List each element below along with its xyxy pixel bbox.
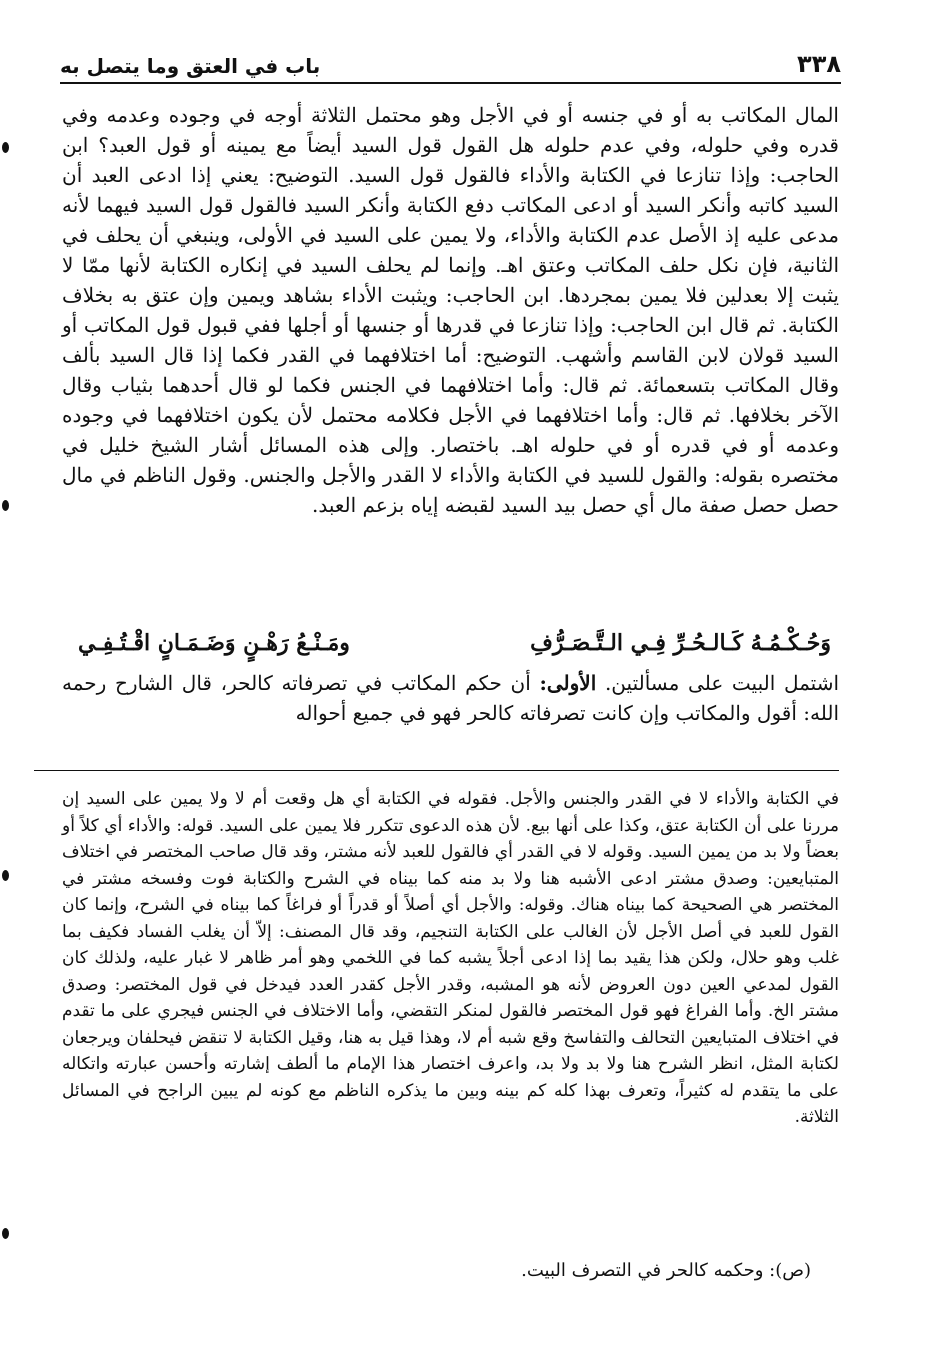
main-text (62, 100, 839, 520)
running-title: باب في العتق وما يتصل به (60, 54, 321, 78)
commentary-text (62, 668, 839, 728)
verse (78, 630, 831, 656)
footer-quote: (ص): وحكمه كالحر في التصرف البيت. (521, 1260, 811, 1281)
footnote-separator (34, 770, 839, 771)
commentary-rest: أن حكم المكاتب في تصرفاته كالحر، قال الشارح رحمه الله: أقول والمكاتب وإن كانت تصرفاته كالحر فهو في جميع أحواله (62, 671, 839, 725)
footnote-paragraph: في الكتابة والأداء لا في القدر والجنس والأجل. فقوله في الكتابة أي هل وقعت أم لا ولا يمين على السيد إن مررنا على أن الكتابة عتق، وكذا على أنها بيع. لأن هذه الدعوى تتكرر فلا يمين على السيد. قوله: والأداء أي كلاً أو بعضاً ولا بد من يمين السيد. وقوله لا في القدر أي فالقول للعبد لأنه مشتر، وقد قال صاحب المختصر في اختلاف المتبايعين: وصدق مشتر ادعى الأشبه هنا ولا بد منه كما بيناه في الشرح والكتابة فوت وفسخه مشتر في المختصر هي الصحيحة كما بيناه هناك. وقوله: والأجل أي أصلاً أو قدراً أو فراغاً كما بيناه في الشرح، وإنما كان القول للعبد في أصل الأجل لأن الغالب على الكتابة التنجيم، وقد قال المصنف: إلاّ أن يغلب الفساد فكيف بما غلب وهو حلال، ولكن هذا يقيد بما إذا ادعى أجلاً يشبه كما في اللخمي وهو أمر ظاهر لا غبار عليه، ولذلك كان القول لمدعي العين دون العروض لأنه هو المشبه، وقدر الأجل كقدر العدد فيدخل في قول المختصر: وصدق مشتر الخ. وأما الفراغ فهو قول المختصر فالقول لمنكر التقضي، وأما الاختلاف في الجنس فيجري على ما تقدم في اختلاف المتبايعين التحالف والتفاسخ وقع شبه أم لا، وهذا قيل به هنا، وقيل الكتابة لا تنقض فيحلفان ويرجعان لكتابة المثل، انظر الشرح هنا ولا بد ولا بد، واعرف اختصار هذا الإمام ما ألطف إشارته وأحسن عبارته واتكاله على ما يتقدم له كثيراً، وتعرف بهذا كله كم بينه وبين ما يذكره الناظم مع كونه لم يبين الراجح في المسائل الثلاثة. (62, 789, 839, 1127)
page-header (60, 44, 841, 84)
margin-mark (2, 500, 9, 511)
main-paragraph: المال المكاتب به أو في جنسه أو في الأجل وهو محتمل الثلاثة أوجه في وجوده وعدمه وفي قدره وفي حلوله، وفي عدم حلوله هل القول قول السيد أيضاً مع يمينه أو قول العبد؟ ابن الحاجب: وإذا تنازعا في الكتابة والأداء فالقول قول السيد. التوضيح: يعني إذا ادعى العبد أن السيد كاتبه وأنكر السيد أو ادعى المكاتب دفع الكتابة وأنكر السيد فالقول قول السيد فيهما لأنه مدعى عليه إذ الأصل عدم الكتابة والأداء، ولا يمين على السيد في الأولى، وينبغي أن يحلف في الثانية، فإن نكل حلف المكاتب وعتق اهـ. وإنما لم يحلف السيد في إنكاره الكتابة لأنها ممّا لا يثبت إلا بعدلين فلا يمين بمجردها. ابن الحاجب: ويثبت الأداء بشاهد ويمين وإن عتق به بخلاف الكتابة. ثم قال ابن الحاجب: وإذا تنازعا في قدرها أو جنسها أو أجلها ففي قبول قول المكاتب أو السيد قولان لابن القاسم وأشهب. التوضيح: أما اختلافهما في القدر فكما إذا قال السيد بألف وقال المكاتب بتسعمائة. ثم قال: وأما اختلافهما في الجنس فكما لو قال أحدهما بثياب وقال الآخر بخلافها. ثم قال: وأما اختلافهما في الأجل فكلامه محتمل لأن يكون اختلافهما في وجوده وعدمه أو في قدره أو في حلوله اهـ. باختصار. وإلى هذه المسائل أشار الشيخ خليل في مختصره بقوله: والقول للسيد في الكتابة والأداء لا القدر والأجل والجنس. وقول الناظم في مال حصل حصل صفة مال أي حصل بيد السيد لقبضه إياه بزعم العبد. (62, 103, 840, 517)
commentary-paragraph (62, 668, 839, 728)
margin-mark (2, 1228, 9, 1239)
margin-mark (2, 142, 9, 153)
verse-left-hemistich: ومَـنْـعُ رَهْـنٍ وَضَـمَـانٍ اقْـتُـفِـي (78, 630, 350, 656)
page-number: ٣٣٨ (797, 50, 841, 78)
commentary-lead: اشتمل البيت على مسألتين. (604, 671, 840, 695)
margin-mark (2, 870, 9, 881)
commentary-first-issue-label: الأولى: (539, 671, 597, 695)
footnote-text (62, 786, 839, 1131)
verse-right-hemistich: وَحُـكْـمُـهُ كَـالـحُـرِّ فِـي الـتَّـصَـرُّفِ (530, 630, 831, 656)
